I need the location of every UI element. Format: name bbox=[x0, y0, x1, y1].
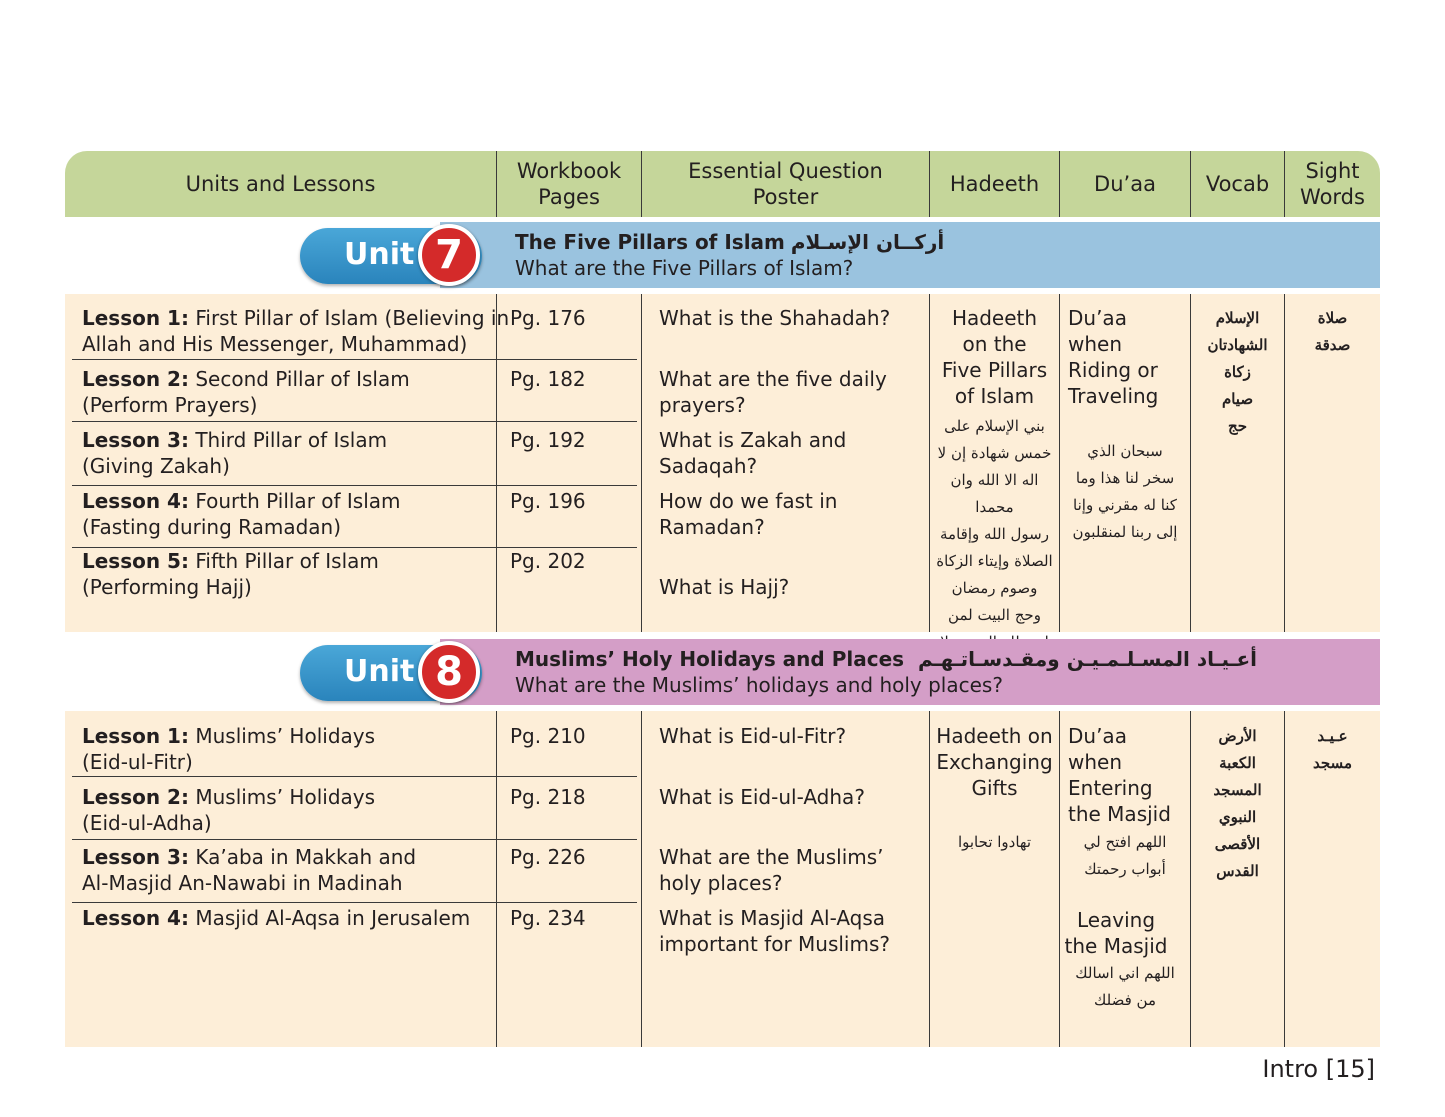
workbook-page: Pg. 218 bbox=[510, 785, 586, 809]
unit8-badge: Unit 8 bbox=[300, 645, 482, 701]
divider bbox=[1059, 151, 1060, 217]
row-divider bbox=[72, 421, 637, 422]
divider bbox=[641, 711, 642, 1047]
unit8-number: 8 bbox=[418, 641, 480, 703]
header-sight-words: Sight Words bbox=[1300, 159, 1365, 209]
divider bbox=[641, 151, 642, 217]
workbook-page: Pg. 202 bbox=[510, 549, 586, 573]
unit8-banner bbox=[0, 639, 1445, 705]
duaa-title: Du’aa when Riding or Traveling bbox=[1068, 306, 1159, 408]
lesson-title: Lesson 2: Muslims’ Holidays (Eid-ul-Adha) bbox=[82, 785, 376, 835]
header-workbook-pages: Workbook Pages bbox=[516, 159, 622, 209]
workbook-page: Pg. 182 bbox=[510, 367, 586, 391]
row-divider bbox=[72, 776, 637, 777]
lesson-title: Lesson 1: Muslims’ Holidays (Eid-ul-Fitr) bbox=[82, 724, 376, 774]
lesson-title: Lesson 5: Fifth Pillar of Islam (Performing Hajj) bbox=[82, 549, 379, 599]
divider bbox=[929, 151, 930, 217]
table-header bbox=[65, 151, 1380, 217]
essential-question: How do we fast in Ramadan? bbox=[659, 489, 838, 539]
unit7-badge: Unit 7 bbox=[300, 228, 482, 284]
row-divider bbox=[72, 485, 637, 486]
unit8-title: Muslims’ Holy Holidays and Places أعـيـاد المسـلـمـيـن ومقـدسـاتـهـم bbox=[515, 647, 1257, 671]
essential-question: What is Eid-ul-Adha? bbox=[659, 785, 865, 809]
divider bbox=[1284, 151, 1285, 217]
row-divider bbox=[72, 902, 637, 903]
row-divider bbox=[72, 359, 637, 360]
header-essential-question: Essential Question Poster bbox=[688, 159, 883, 209]
workbook-page: Pg. 176 bbox=[510, 306, 586, 330]
hadeeth-arabic: تهادوا تحابوا bbox=[957, 833, 1032, 851]
lesson-title: Lesson 4: Masjid Al-Aqsa in Jerusalem bbox=[82, 906, 471, 930]
essential-question: What is Hajj? bbox=[659, 575, 790, 599]
duaa-arabic-entering: اللهم افتح لي أبواب رحمتك bbox=[1083, 833, 1167, 878]
row-divider bbox=[72, 839, 637, 840]
divider bbox=[496, 711, 497, 1047]
page-number: Intro [15] bbox=[1262, 1055, 1375, 1083]
duaa-title: Du’aa when Entering the Masjid bbox=[1068, 724, 1171, 826]
divider bbox=[496, 151, 497, 217]
sight-words: عـيـد مسجد bbox=[1313, 727, 1352, 772]
essential-question: What is the Shahadah? bbox=[659, 306, 891, 330]
unit7-question: What are the Five Pillars of Islam? bbox=[515, 256, 854, 280]
header-hadeeth: Hadeeth bbox=[949, 172, 1040, 196]
vocab-list: الإسلام الشهادتان زكاة صيام حج bbox=[1207, 309, 1268, 435]
hadeeth-arabic: بني الإسلام على خمس شهادة إن لا اله الا الله وان محمدا رسول الله وإقامة الصلاة وإيتاء الزكاة وصوم رمضان وحج البيت لمن bbox=[936, 417, 1053, 624]
workbook-page: Pg. 192 bbox=[510, 428, 586, 452]
unit7-banner bbox=[0, 222, 1445, 288]
workbook-page: Pg. 234 bbox=[510, 906, 586, 930]
essential-question: What are the Muslims’ holy places? bbox=[659, 845, 884, 895]
lesson-title: Lesson 3: Third Pillar of Islam (Giving Zakah) bbox=[82, 428, 388, 478]
divider bbox=[1190, 151, 1191, 217]
unit7-title: The Five Pillars of Islam أركــان الإسـلام bbox=[515, 230, 945, 254]
header-duaa: Du’aa bbox=[1094, 172, 1156, 196]
lesson-title: Lesson 3: Ka’aba in Makkah and Al-Masjid An-Nawabi in Madinah bbox=[82, 845, 417, 895]
hadeeth-title: Hadeeth on the Five Pillars of Islam bbox=[941, 306, 1048, 408]
duaa-leaving-title: Leaving the Masjid bbox=[1064, 908, 1168, 958]
hadeeth-title: Hadeeth on Exchanging Gifts bbox=[936, 724, 1053, 800]
essential-question: What are the five daily prayers? bbox=[659, 367, 887, 417]
vocab-list: الأرض الكعبة المسجد النبوي الأقصى القدس bbox=[1213, 727, 1262, 880]
workbook-page: Pg. 226 bbox=[510, 845, 586, 869]
lesson-title: Lesson 1: First Pillar of Islam (Believing in Allah and His Messenger, Muhammad) bbox=[82, 306, 510, 356]
unit7-number: 7 bbox=[418, 224, 480, 286]
essential-question: What is Zakah and Sadaqah? bbox=[659, 428, 847, 478]
essential-question: What is Masjid Al-Aqsa important for Muslims? bbox=[659, 906, 891, 956]
header-units-lessons: Units and Lessons bbox=[185, 172, 376, 196]
workbook-page: Pg. 196 bbox=[510, 489, 586, 513]
header-vocab: Vocab bbox=[1205, 172, 1270, 196]
lesson-title: Lesson 4: Fourth Pillar of Islam (Fasting during Ramadan) bbox=[82, 489, 401, 539]
duaa-arabic: سبحان الذي سخر لنا هذا وما كنا له مقرني وإنا إلى ربنا لمنقلبون bbox=[1072, 442, 1178, 541]
divider bbox=[641, 294, 642, 632]
duaa-arabic-leaving: اللهم اني اسالك من فضلك bbox=[1075, 964, 1175, 1009]
unit8-question: What are the Muslims’ holidays and holy places? bbox=[515, 673, 1003, 697]
essential-question: What is Eid-ul-Fitr? bbox=[659, 724, 847, 748]
sight-words: صلاة صدقة bbox=[1314, 309, 1351, 354]
lesson-title: Lesson 2: Second Pillar of Islam (Perform Prayers) bbox=[82, 367, 410, 417]
workbook-page: Pg. 210 bbox=[510, 724, 586, 748]
